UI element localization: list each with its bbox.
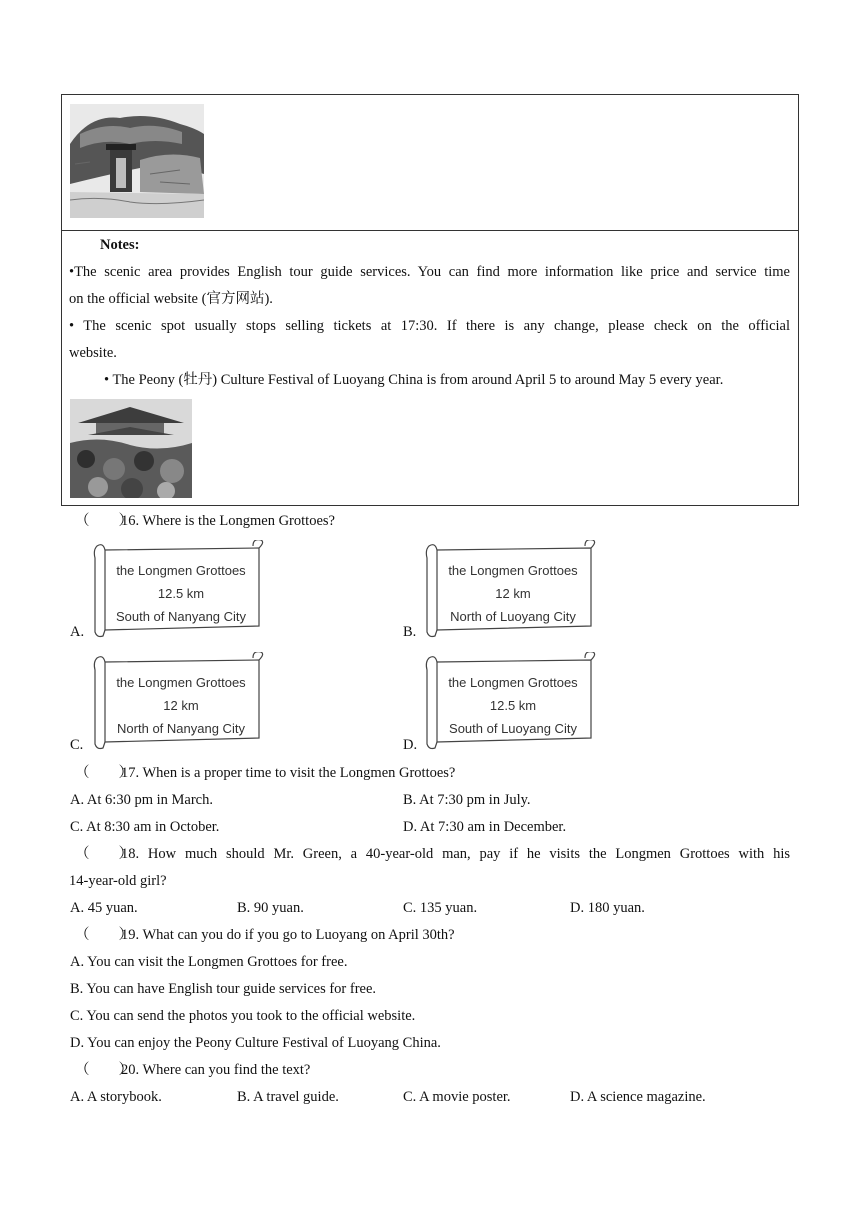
q18-option-a[interactable]: A. 45 yuan. <box>70 900 138 916</box>
option-a-letter[interactable]: A. <box>70 624 85 640</box>
note-3: • The Peony (牡丹) Culture Festival of Luoyang China is from around April 5 to around May 5 every year. <box>104 372 724 388</box>
pavilion-photo <box>70 399 192 498</box>
option-c-sign <box>91 652 269 757</box>
sign-distance: 12 km <box>495 586 531 601</box>
answer-blank[interactable]: （ ） <box>75 765 133 781</box>
option-b-sign <box>423 540 601 645</box>
q20-option-c[interactable]: C. A movie poster. <box>403 1089 511 1105</box>
q19-option-a[interactable]: A. You can visit the Longmen Grottoes for free. <box>70 954 348 970</box>
grottoes-photo <box>70 104 204 218</box>
q20-option-a[interactable]: A. A storybook. <box>70 1089 162 1105</box>
q19-option-d[interactable]: D. You can enjoy the Peony Culture Festival of Luoyang China. <box>70 1035 441 1051</box>
answer-blank[interactable]: （ ） <box>75 927 133 943</box>
option-a-sign <box>91 540 269 645</box>
option-b-letter[interactable]: B. <box>403 624 417 640</box>
sign-title: the Longmen Grottoes <box>448 675 578 690</box>
q17-option-b[interactable]: B. At 7:30 pm in July. <box>403 792 531 808</box>
q19-option-c[interactable]: C. You can send the photos you took to the official website. <box>70 1008 416 1024</box>
question-20: （ ）20. Where can you find the text? <box>75 1062 311 1078</box>
sign-distance: 12 km <box>163 698 199 713</box>
q17-option-a[interactable]: A. At 6:30 pm in March. <box>70 792 213 808</box>
notes-heading: Notes: <box>100 237 140 253</box>
q20-option-d[interactable]: D. A science magazine. <box>570 1089 706 1105</box>
option-d-sign <box>423 652 601 757</box>
q19-option-b[interactable]: B. You can have English tour guide services for free. <box>70 981 377 997</box>
note-2-line-1: • The scenic spot usually stops selling tickets at 17:30. If there is any change, please check on the official <box>69 318 790 334</box>
sign-title: the Longmen Grottoes <box>448 563 578 578</box>
q17-option-d[interactable]: D. At 7:30 am in December. <box>403 819 567 835</box>
answer-blank[interactable]: （ ） <box>75 513 133 529</box>
question-19: （ ）19. What can you do if you go to Luoyang on April 30th? <box>75 927 455 943</box>
question-17: （ ）17. When is a proper time to visit the Longmen Grottoes? <box>75 765 456 781</box>
answer-blank[interactable]: （ ） <box>75 1062 133 1078</box>
q17-option-c[interactable]: C. At 8:30 am in October. <box>70 819 220 835</box>
option-c-letter[interactable]: C. <box>70 737 84 753</box>
sign-direction: South of Nanyang City <box>115 609 247 624</box>
question-18-line-1: （ ）18. How much should Mr. Green, a 40-year-old man, pay if he visits the Longmen Grottoes with his <box>75 846 790 862</box>
note-1-line-2: on the official website (官方网站). <box>69 291 273 307</box>
note-1-line-1: •The scenic area provides English tour guide services. You can find more information like price and service time <box>69 264 790 280</box>
question-18-line-2: 14-year-old girl? <box>69 873 167 889</box>
note-2-line-2: website. <box>69 345 117 361</box>
q18-option-c[interactable]: C. 135 yuan. <box>403 900 478 916</box>
q18-option-d[interactable]: D. 180 yuan. <box>570 900 645 916</box>
sign-title: the Longmen Grottoes <box>116 675 246 690</box>
sign-direction: South of Luoyang City <box>449 721 577 736</box>
sign-distance: 12.5 km <box>157 586 205 601</box>
answer-blank[interactable]: （ ） <box>75 846 133 862</box>
q18-option-b[interactable]: B. 90 yuan. <box>237 900 304 916</box>
q20-option-b[interactable]: B. A travel guide. <box>237 1089 339 1105</box>
sign-title: the Longmen Grottoes <box>116 563 246 578</box>
question-16: （ ）16. Where is the Longmen Grottoes? <box>75 513 335 529</box>
sign-distance: 12.5 km <box>489 698 537 713</box>
option-d-letter[interactable]: D. <box>403 737 418 753</box>
sign-direction: North of Nanyang City <box>117 721 245 736</box>
sign-direction: North of Luoyang City <box>450 609 576 624</box>
